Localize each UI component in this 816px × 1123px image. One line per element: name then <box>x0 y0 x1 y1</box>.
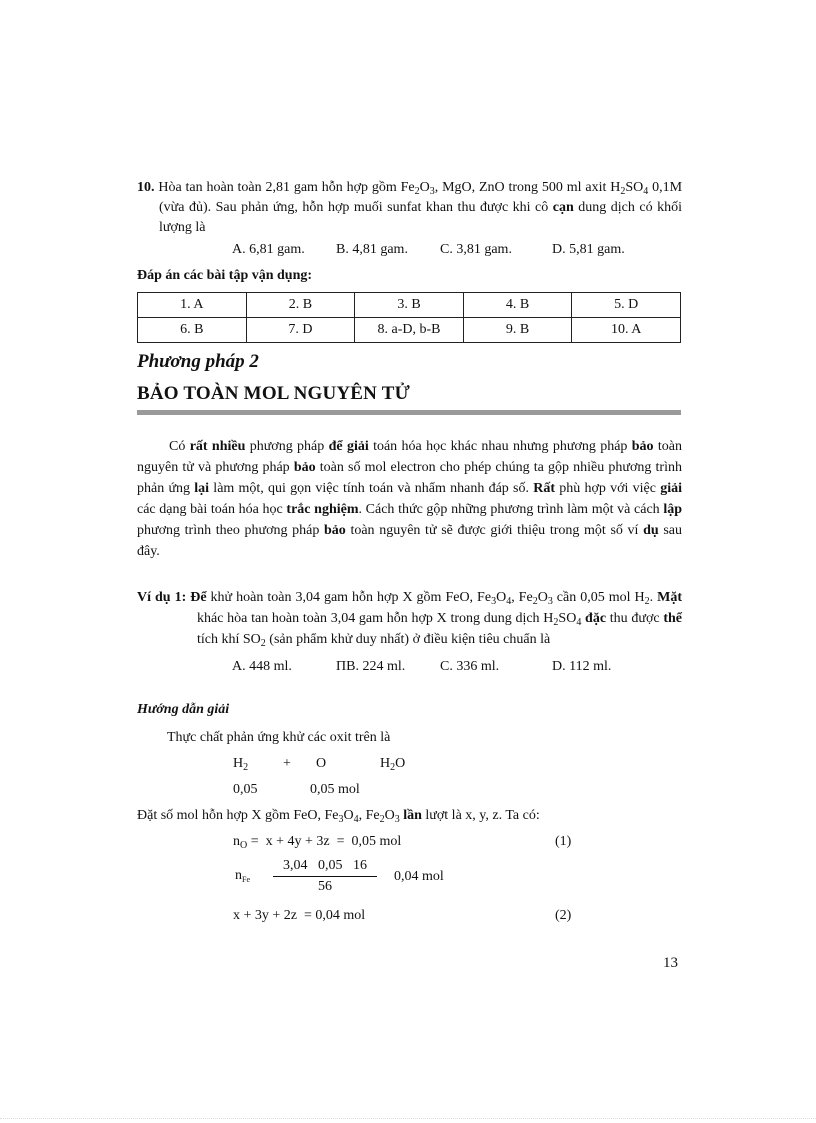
answer-cell: 3. B <box>355 293 464 318</box>
page-number: 13 <box>663 955 678 971</box>
option-d: D. 5,81 gam. <box>552 242 625 257</box>
section-divider <box>137 410 681 415</box>
amount-o: 0,05 mol <box>310 782 360 797</box>
equation-2-tag: (2) <box>555 908 572 923</box>
section-title: BẢO TOÀN MOL NGUYÊN TỬ <box>137 383 410 404</box>
question-number: 10. <box>137 180 155 195</box>
option-b: B. 4,81 gam. <box>336 242 408 257</box>
answer-cell: 4. B <box>463 293 572 318</box>
option-c: C. 336 ml. <box>440 659 500 674</box>
option-c: C. 3,81 gam. <box>440 242 512 257</box>
answer-cell: 1. A <box>138 293 247 318</box>
method-label: Phương pháp 2 <box>137 351 259 372</box>
answers-title: Đáp án các bài tập vận dụng: <box>137 268 313 283</box>
table-row <box>138 293 681 318</box>
table-row <box>138 318 681 343</box>
variable-definition: Đặt số mol hỗn hợp X gồm FeO, $Fe_3O_4$, $Fe_2O_3$ lần lượt là x, y, z. Ta có: <box>137 808 540 825</box>
question-10 <box>137 178 682 260</box>
example-1-text: Ví dụ 1: Để khử hoàn toàn 3,04 gam hỗn hợp X gồm FeO, $Fe_3O_4$, $Fe_2O_3$ cần 0,05 mol $H_2$. Mặt khác hòa tan hoàn toàn 3,04 gam hỗn hợp X trong dung dịch $H_2SO_4$ đặc thu được thể tích khí $SO_2$ (sản phẩm khử duy nhất) ở điều kiện tiêu chuẩn là <box>137 590 683 649</box>
reaction-h2: $H_2$ <box>233 756 249 773</box>
answers-table <box>137 292 681 343</box>
reaction-h2o: $H_2O$ <box>380 756 406 773</box>
question-10-options <box>137 240 682 260</box>
option-d: D. 112 ml. <box>552 659 612 674</box>
reaction-o: O <box>316 756 327 771</box>
answer-cell: 7. D <box>246 318 355 343</box>
example-1 <box>137 587 682 677</box>
amount-h2: 0,05 <box>233 782 258 797</box>
option-b: ΠB. 224 ml. <box>336 659 406 674</box>
intro-paragraph: Có rất nhiều phương pháp để giải toán hóa học khác nhau nhưng phương pháp bảo toàn nguyên tử và phương pháp bảo toàn số mol electron cho phép chúng ta gộp nhiều phương trình phản ứng lại làm một, qui gọn việc tính toán và nhẩm nhanh đáp số. Rất phù hợp với việc giải các dạng bài toán hóa học trắc nghiệm. Cách thức gộp những phương trình làm một và cách lập phương trình theo phương pháp bảo toàn nguyên tử sẽ được giới thiệu trong một số ví dụ sau đây. <box>137 439 683 559</box>
option-a: A. 448 ml. <box>232 659 292 674</box>
answer-cell: 9. B <box>463 318 572 343</box>
equation-1-tag: (1) <box>555 834 572 849</box>
fe-fraction <box>273 856 377 897</box>
solution-title: Hướng dẫn giải <box>137 702 230 717</box>
equation-1: $n_O = x + 4y + 3z = 0,05$ mol <box>233 834 402 851</box>
fe-fraction-denominator: 56 <box>318 879 332 894</box>
reaction-plus: + <box>283 756 291 771</box>
question-10-text: 10. Hòa tan hoàn toàn 2,81 gam hỗn hợp gồm $Fe_2O_3$, MgO, ZnO trong 500 ml axit $H_2SO_4$ 0,1M (vừa đủ). Sau phản ứng, hỗn hợp muối sunfat khan thu được khi cô cạn dung dịch có khối lượng là <box>137 180 683 235</box>
solution-line-1: Thực chất phản ứng khử các oxit trên là <box>167 730 391 745</box>
fe-fraction-numerator: 3,04 0,05 16 <box>273 856 377 877</box>
example-1-options <box>137 656 682 677</box>
answer-cell: 5. D <box>572 293 681 318</box>
option-a: A. 6,81 gam. <box>232 242 305 257</box>
answer-cell: 2. B <box>246 293 355 318</box>
answer-cell: 10. A <box>572 318 681 343</box>
equation-2: x + 3y + 2z = 0,04 mol <box>233 908 366 923</box>
answer-cell: 6. B <box>138 318 247 343</box>
fe-result: 0,04 mol <box>394 869 444 884</box>
answer-cell: 8. a-D, b-B <box>355 318 464 343</box>
fe-lhs: $n_{Fe}$ <box>235 868 250 884</box>
page-bottom-border <box>0 1118 816 1119</box>
